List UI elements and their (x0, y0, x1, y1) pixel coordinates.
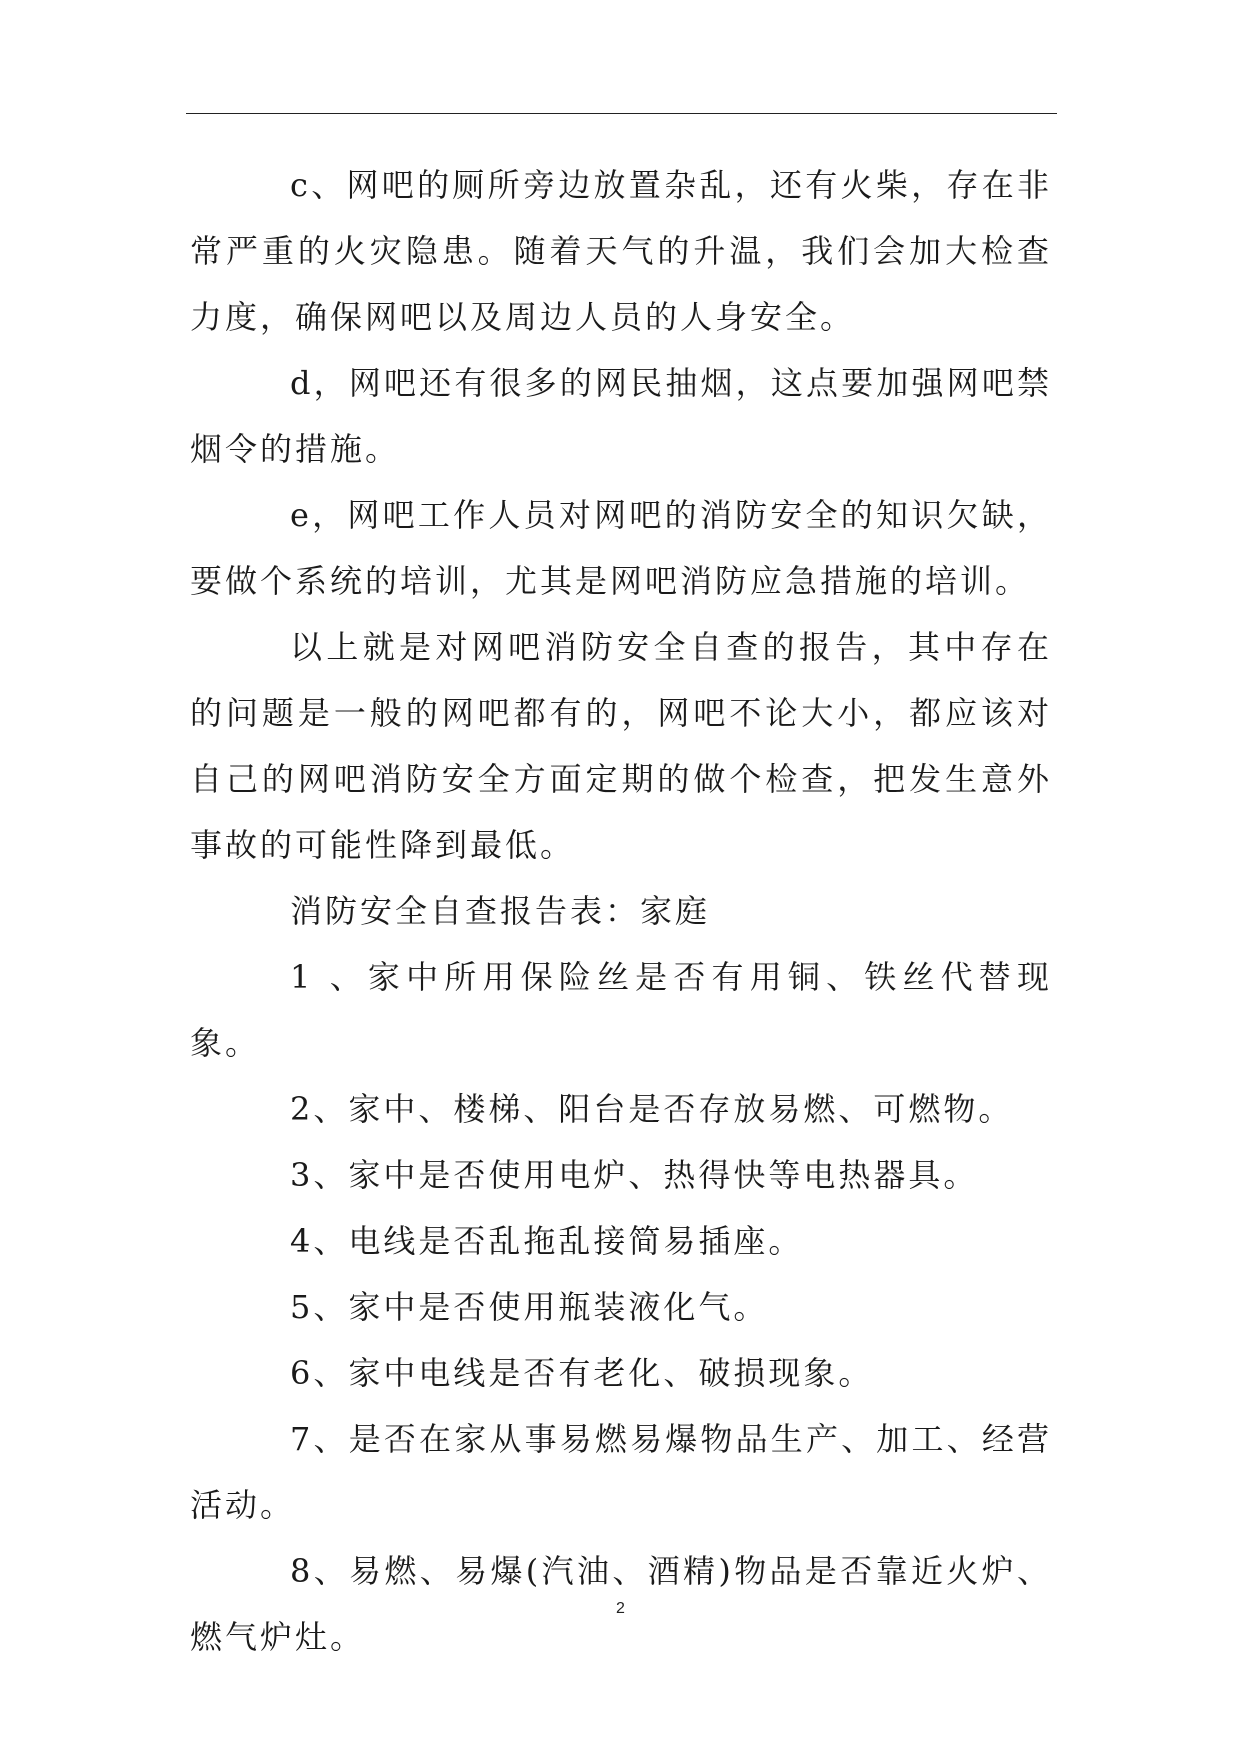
list-item-2: 2、家中、楼梯、阳台是否存放易燃、可燃物。 (290, 1090, 1014, 1128)
list-item-1: 1 、家中所用保险丝是否有用铜、铁丝代替现象。 (190, 958, 1052, 1062)
document-body (190, 152, 1052, 1670)
list-item-7: 7、是否在家从事易燃易爆物品生产、加工、经营活动。 (190, 1420, 1052, 1524)
section-heading-household: 消防安全自查报告表：家庭 (290, 892, 711, 930)
paragraph-summary: 以上就是对网吧消防安全自查的报告，其中存在的问题是一般的网吧都有的，网吧不论大小，都应该对自己的网吧消防安全方面定期的做个检查，把发生意外事故的可能性降到最低。 (190, 628, 1052, 864)
paragraph-e-staff-training: e，网吧工作人员对网吧的消防安全的知识欠缺，要做个系统的培训，尤其是网吧消防应急措施的培训。 (190, 496, 1052, 600)
page-number: 2 (616, 1600, 625, 1617)
list-item-5: 5、家中是否使用瓶装液化气。 (290, 1288, 769, 1326)
header-rule (186, 113, 1057, 114)
paragraph-d-smoking: d，网吧还有很多的网民抽烟，这点要加强网吧禁烟令的措施。 (190, 364, 1052, 468)
list-item-8: 8、易燃、易爆(汽油、酒精)物品是否靠近火炉、燃气炉灶。 (190, 1552, 1052, 1656)
list-item-3: 3、家中是否使用电炉、热得快等电热器具。 (290, 1156, 979, 1194)
paragraph-c-toilet-hazard: c、网吧的厕所旁边放置杂乱，还有火柴，存在非常严重的火灾隐患。随着天气的升温，我们会加大检查力度，确保网吧以及周边人员的人身安全。 (190, 166, 1052, 336)
list-item-6: 6、家中电线是否有老化、破损现象。 (290, 1354, 874, 1392)
list-item-4: 4、电线是否乱拖乱接简易插座。 (290, 1222, 804, 1260)
